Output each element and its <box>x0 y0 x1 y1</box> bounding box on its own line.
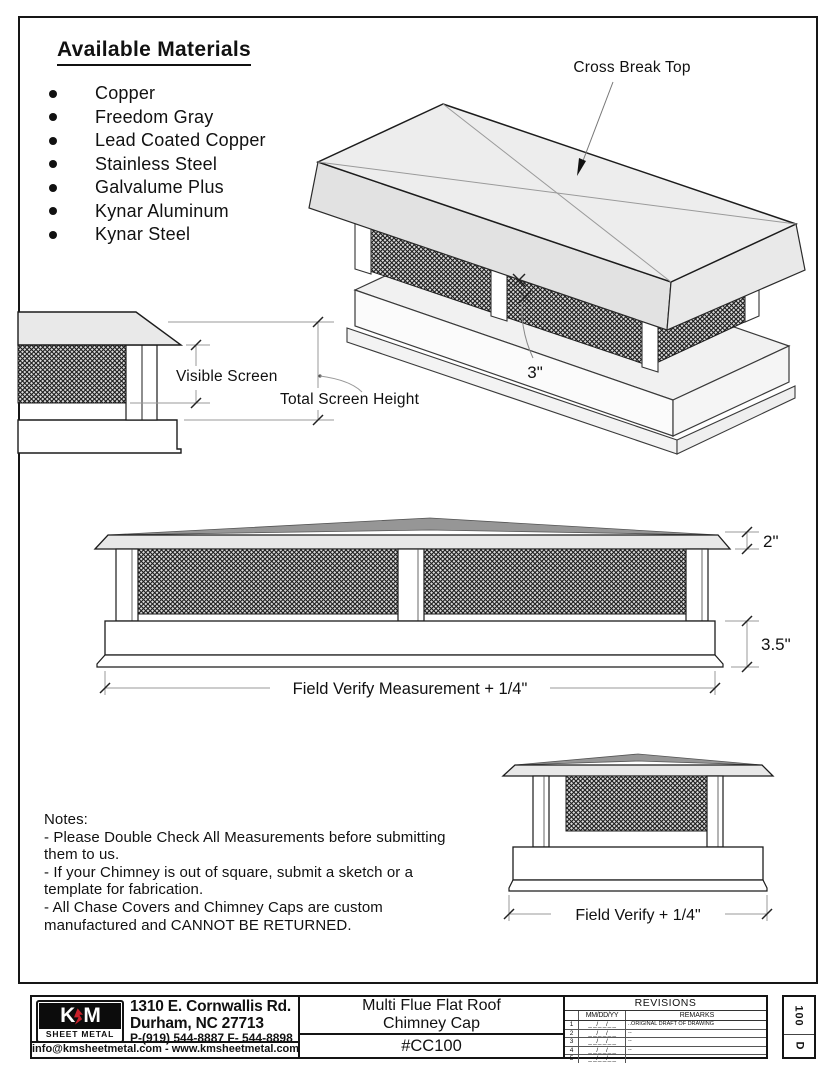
rev-row-date: _ _/_ _/_ _ <box>579 1055 626 1063</box>
rev-row-date: _ _/_ _/_ _ <box>579 1038 626 1046</box>
side-post <box>707 776 723 847</box>
bullet-icon <box>49 231 57 239</box>
material-label: Stainless Steel <box>95 153 218 174</box>
note-line: template for fabrication. <box>44 881 204 899</box>
address-line-2: Durham, NC 27713 <box>130 1015 264 1032</box>
sheet-number-box <box>782 995 816 1059</box>
detail-screen-mesh <box>18 345 126 403</box>
list-item <box>57 153 266 177</box>
rev-row-date: _ _/_ _/_ _ <box>579 1030 626 1038</box>
revision-row <box>565 1030 766 1039</box>
materials-section <box>57 38 266 247</box>
material-label: Lead Coated Copper <box>95 130 266 151</box>
materials-list <box>57 82 266 247</box>
side-elevation-drawing <box>495 745 795 930</box>
side-lid <box>503 765 773 776</box>
front-elevation-drawing <box>85 505 791 705</box>
side-width-dim-label: Field Verify + 1/4" <box>575 907 701 924</box>
notes-section <box>44 811 504 934</box>
logo-letter-m: M <box>83 1004 100 1027</box>
detail-base <box>18 420 181 453</box>
front-width-dim-label: Field Verify Measurement + 1/4" <box>292 680 528 698</box>
phone-fax: P-(919) 544-8887 F- 544-8898 <box>130 1031 293 1045</box>
revision-row <box>565 1021 766 1030</box>
material-label: Copper <box>95 83 156 104</box>
material-label: Galvalume Plus <box>95 177 224 198</box>
side-width-dim <box>504 895 772 924</box>
side-screen-mesh <box>566 776 707 831</box>
rev-remarks-col-header: REMARKS <box>679 1012 715 1019</box>
sheet-number: 100 <box>792 1004 805 1027</box>
sheet-size-cell <box>784 1035 814 1057</box>
km-logo-bolt-icon <box>74 1008 83 1025</box>
rev-row-date: _ _/_ _/_ _ <box>579 1021 626 1029</box>
rev-row-num: 5 <box>565 1055 579 1063</box>
side-post <box>533 776 549 847</box>
material-label: Kynar Steel <box>95 224 191 245</box>
rev-row-remark: -- <box>628 1055 632 1061</box>
note-line: - All Chase Covers and Chimney Caps are custom <box>44 898 383 916</box>
bullet-icon <box>49 184 57 192</box>
total-screen-height-label: Total Screen Height <box>280 391 420 408</box>
front-lid-dim <box>725 527 779 554</box>
front-base <box>105 621 715 655</box>
rev-num-col-header <box>565 1011 579 1020</box>
address-line-1: 1310 E. Cornwallis Rd. <box>130 998 291 1015</box>
front-screen-mesh <box>424 549 686 614</box>
front-post <box>398 549 424 621</box>
side-base <box>513 847 763 880</box>
drawing-title-cell <box>300 997 565 1057</box>
note-line: - If your Chimney is out of square, submit a sketch or a <box>44 863 414 881</box>
drawing-title-line-2: Chimney Cap <box>383 1015 480 1032</box>
rev-row-remark: -- <box>628 1046 632 1053</box>
logo-letter-k: K <box>60 1004 75 1027</box>
notes-title: Notes: <box>44 811 88 828</box>
note-line: them to us. <box>44 846 120 864</box>
list-item <box>57 200 266 224</box>
rev-row-remark: -- <box>628 1038 632 1044</box>
list-item <box>57 129 266 153</box>
part-number: #CC100 <box>300 1033 563 1057</box>
bullet-icon <box>49 137 57 145</box>
base-height-dim-label: 3.5" <box>761 635 791 654</box>
sheet-number-cell <box>784 997 814 1035</box>
rev-row-remark: -- <box>628 1029 632 1036</box>
front-width-dim <box>100 671 720 698</box>
rev-row-num: 2 <box>565 1030 579 1038</box>
rev-row-num: 4 <box>565 1047 579 1055</box>
list-item <box>57 223 266 247</box>
material-label: Kynar Aluminum <box>95 200 229 221</box>
side-lid-peak <box>515 754 762 765</box>
leader-curve <box>320 376 362 392</box>
company-cell <box>32 997 300 1057</box>
side-base-flange <box>509 880 767 891</box>
front-base-dim <box>725 616 791 672</box>
front-base-flange <box>97 655 723 667</box>
materials-title: Available Materials <box>57 38 251 66</box>
title-block <box>30 995 768 1062</box>
revisions-table <box>565 997 766 1062</box>
rev-row-num: 1 <box>565 1021 579 1029</box>
revision-row <box>565 1055 766 1063</box>
rev-row-num: 3 <box>565 1038 579 1046</box>
email-web-line: info@kmsheetmetal.com - www.kmsheetmetal.com <box>32 1043 300 1055</box>
logo-subtitle: SHEET METAL <box>45 1029 115 1039</box>
list-item <box>57 106 266 130</box>
rev-row-date: _ _/_ _/_ _ <box>579 1047 626 1055</box>
sheet-size-letter: D <box>792 1041 805 1051</box>
detail-lid <box>18 312 181 345</box>
list-item <box>57 82 266 106</box>
lid-height-dim-label: 2" <box>763 532 779 551</box>
revision-row <box>565 1038 766 1047</box>
km-logo <box>36 1000 124 1043</box>
front-lid-peak <box>108 518 718 535</box>
visible-screen-label: Visible Screen <box>176 368 278 385</box>
note-line: - Please Double Check All Measurements before submitting <box>44 828 446 846</box>
revisions-column-headers <box>565 1011 766 1021</box>
front-lid <box>95 535 730 549</box>
front-post <box>116 549 138 621</box>
front-post <box>686 549 708 621</box>
km-logo-letters <box>39 1003 121 1029</box>
cross-break-label: Cross Break Top <box>573 59 691 76</box>
revisions-header: REVISIONS <box>565 997 766 1011</box>
rev-row-remark: ..ORIGINAL DRAFT OF DRAWING <box>628 1021 714 1027</box>
rev-date-col-header: MM/DD/YY <box>579 1011 626 1020</box>
revision-row <box>565 1047 766 1056</box>
company-address <box>130 998 298 1045</box>
screen-height-dim-label: 3" <box>527 363 543 382</box>
material-label: Freedom Gray <box>95 106 214 127</box>
note-line: manufactured and CANNOT BE RETURNED. <box>44 916 352 934</box>
drawing-title <box>300 997 563 1033</box>
list-item <box>57 176 266 200</box>
corner-detail-drawing <box>18 300 438 460</box>
drawing-title-line-1: Multi Flue Flat Roof <box>362 997 501 1014</box>
bullet-icon <box>49 90 57 98</box>
front-screen-mesh <box>138 549 398 614</box>
